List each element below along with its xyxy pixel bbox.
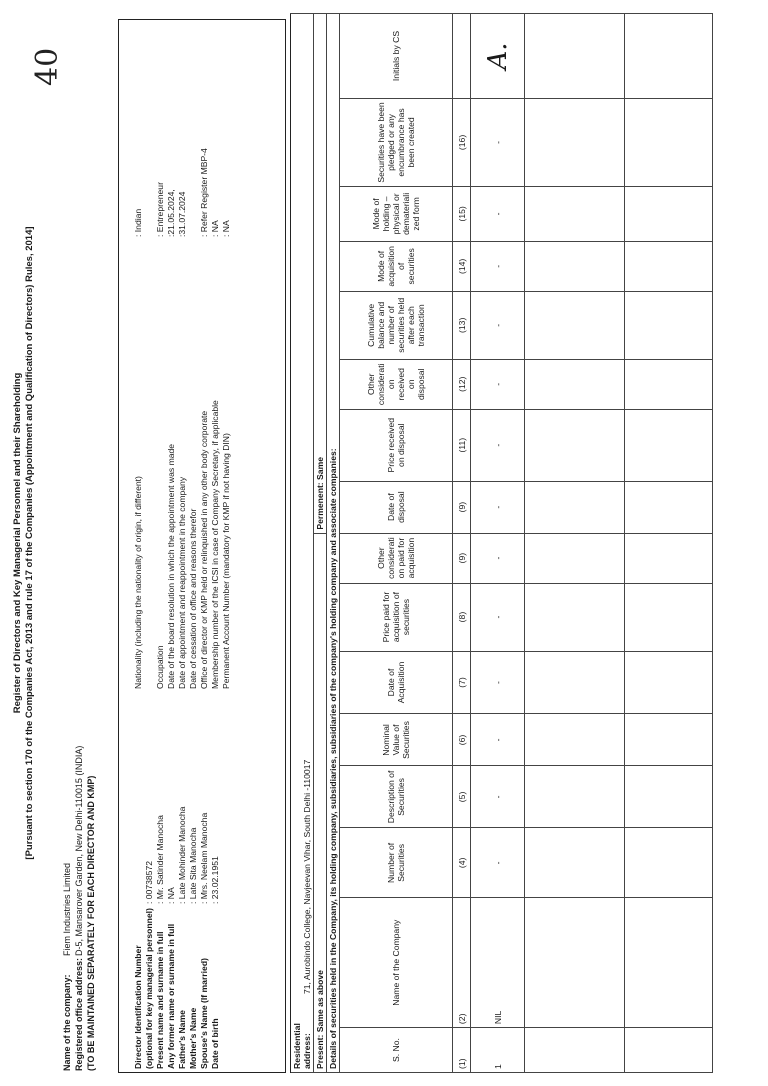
company-name-label: Name of the company: — [62, 974, 72, 1071]
empty-cell — [525, 359, 625, 409]
header-cell: Cumulative balance and number of securities held after each transaction — [340, 291, 453, 359]
details-heading-row — [327, 14, 340, 1073]
spouse-name-label: Spouse's Name (If married) — [199, 958, 209, 1069]
maintenance-note: (TO BE MAINTAINED SEPARATELY FOR EACH DIRECTOR AND KMP) — [86, 775, 96, 1071]
data-cell: - — [471, 651, 525, 714]
data-cell: - — [471, 481, 525, 533]
column-number-cell: (9) — [453, 533, 471, 583]
table-row — [525, 14, 625, 1073]
column-number-cell: (12) — [453, 359, 471, 409]
occupation-value: : Entrepreneur — [155, 182, 165, 237]
column-number-cell: (16) — [453, 98, 471, 186]
empty-cell — [625, 766, 713, 828]
company-name-line — [62, 863, 72, 1071]
header-cell: Description of Securities — [340, 766, 453, 828]
empty-cell — [525, 714, 625, 766]
securities-table — [290, 13, 713, 1073]
empty-cell — [625, 583, 713, 651]
column-number-cell: (14) — [453, 241, 471, 291]
header-cell: Date of Acquisition — [340, 651, 453, 714]
empty-cell — [525, 898, 625, 1028]
occupation-label: Occupation — [155, 645, 165, 689]
mother-name-label: Mother's Name — [188, 1007, 198, 1069]
residential-cell — [291, 14, 314, 1073]
register-subtitle: [Pursuant to section 170 of the Companies Act, 2013 and rule 17 of the Companies (Appointment and Qualification of Directors) Rules, 2014] — [24, 226, 35, 860]
data-cell: NIL — [471, 898, 525, 1028]
empty-cell — [625, 898, 713, 1028]
empty-cell — [525, 533, 625, 583]
data-cell: - — [471, 409, 525, 481]
nationality-value: : Indian — [133, 208, 143, 237]
residential-value: 71, Aurobindo College, Navjeevan Vihar, South Delhi -110017 — [302, 759, 312, 994]
register-title: Register of Directors and Key Managerial Personnel and their Shareholding — [12, 372, 23, 714]
other-office-value: : Refer Register MBP-4 — [199, 148, 209, 237]
appointment-date-value: :31.07.2024 — [177, 191, 187, 237]
present-address-cell: Present: Same as above — [314, 533, 327, 1072]
header-cell: Number of Securities — [340, 828, 453, 898]
empty-cell — [625, 14, 713, 99]
empty-cell — [625, 481, 713, 533]
appointment-date-label: Date of appointment and reappointment in the company — [177, 476, 187, 689]
column-number-cell: (11) — [453, 409, 471, 481]
table-header-row — [340, 14, 453, 1073]
empty-cell — [525, 291, 625, 359]
empty-cell — [625, 651, 713, 714]
header-cell: Price paid for acquisition of securities — [340, 583, 453, 651]
header-cell: S. No. — [340, 1028, 453, 1073]
former-name-label: Any former name or surname in full — [166, 923, 176, 1069]
cs-initials-signature: A. — [471, 14, 525, 99]
residential-row — [291, 14, 314, 1073]
column-number-cell: (13) — [453, 291, 471, 359]
column-number-cell: (2) — [453, 898, 471, 1028]
empty-cell — [525, 14, 625, 99]
empty-cell — [525, 186, 625, 241]
table-row — [625, 14, 713, 1073]
nationality-label: Nationality (including the nationality of origin, if different) — [133, 476, 143, 689]
empty-cell — [625, 1028, 713, 1073]
empty-cell — [525, 241, 625, 291]
empty-cell — [625, 359, 713, 409]
dob-value: : 23.02.1951 — [210, 856, 220, 904]
column-number-cell: (5) — [453, 766, 471, 828]
permanent-address-cell: Permenent: Same — [314, 14, 327, 534]
column-number-cell: (6) — [453, 714, 471, 766]
din-optional-label: (optional for key managerial personnel) — [144, 908, 154, 1069]
empty-cell — [525, 481, 625, 533]
header-cell: Securities have been pledged or any encumbrance has been created — [340, 98, 453, 186]
icsi-membership-value: : NA — [210, 220, 220, 237]
details-heading: Details of securities held in the Company, its holding company, subsidiaries, subsidiaries of the company's holding company and associate companies: — [327, 14, 340, 1073]
spouse-name-value: : Mrs. Neelam Manocha — [199, 812, 209, 904]
empty-cell — [625, 241, 713, 291]
empty-cell — [625, 98, 713, 186]
header-cell: Name of the Company — [340, 898, 453, 1028]
header-cell: Mode of holding – physical or demateriali zed form — [340, 186, 453, 241]
father-name-label: Father's Name — [177, 1010, 187, 1069]
table-row — [471, 14, 525, 1073]
empty-cell — [525, 766, 625, 828]
column-number-cell: (15) — [453, 186, 471, 241]
empty-cell — [625, 714, 713, 766]
data-cell: - — [471, 291, 525, 359]
column-number-cell: (4) — [453, 828, 471, 898]
data-cell: - — [471, 241, 525, 291]
company-name-value: Fiem Industries Limited — [62, 862, 72, 956]
data-cell: - — [471, 766, 525, 828]
mother-name-value: : Late Sita Manocha — [188, 827, 198, 904]
dob-label: Date of birth — [210, 1018, 220, 1069]
data-cell: - — [471, 583, 525, 651]
header-cell: Other considerati on received on disposal — [340, 359, 453, 409]
data-cell: - — [471, 359, 525, 409]
data-cell: - — [471, 714, 525, 766]
pan-label: Permanent Account Number (mandatory for KMP if not having DIN) — [221, 433, 231, 689]
data-cell: - — [471, 186, 525, 241]
empty-cell — [625, 828, 713, 898]
office-address-label: Registered office address: — [74, 957, 84, 1071]
column-number-cell — [453, 14, 471, 99]
empty-cell — [525, 651, 625, 714]
pan-value: : NA — [221, 220, 231, 237]
din-value: : 00738572 — [144, 860, 154, 904]
column-number-cell: (9) — [453, 481, 471, 533]
header-cell: Date of disposal — [340, 481, 453, 533]
empty-cell — [525, 1028, 625, 1073]
present-permanent-row — [314, 14, 327, 1073]
data-cell: - — [471, 533, 525, 583]
residential-label: Residential address: — [292, 1023, 312, 1069]
data-cell: 1 — [471, 1028, 525, 1073]
empty-cell — [625, 533, 713, 583]
column-number-cell: (7) — [453, 651, 471, 714]
present-name-value: : Mr. Satinder Manocha — [155, 815, 165, 904]
din-label: Director Identification Number — [133, 945, 143, 1069]
column-number-cell: (8) — [453, 583, 471, 651]
header-cell: Price received on disposal — [340, 409, 453, 481]
empty-cell — [625, 409, 713, 481]
data-cell: - — [471, 98, 525, 186]
empty-cell — [625, 291, 713, 359]
empty-cell — [525, 98, 625, 186]
board-resolution-label: Date of the board resolution in which the appointment was made — [166, 443, 176, 689]
header-cell: Other considerati on paid for acquisition — [340, 533, 453, 583]
column-number-row — [453, 14, 471, 1073]
office-address-value: D-5, Mansarover Garden, New Delhi-110015 (INDIA) — [74, 745, 84, 956]
former-name-value: : NA — [166, 887, 176, 904]
father-name-value: : Late Mohinder Manocha — [177, 806, 187, 904]
header-cell: Initials by CS — [340, 14, 453, 99]
empty-cell — [525, 828, 625, 898]
header-cell: Mode of acquisition of securities — [340, 241, 453, 291]
icsi-membership-label: Membership number of the ICSI in case of Company Secretary, if applicable — [210, 400, 220, 689]
office-address-line — [74, 746, 84, 1071]
cessation-label: Date of cessation of office and reasons therefor — [188, 508, 198, 689]
board-resolution-value: :21.05.2024, — [166, 189, 176, 237]
empty-cell — [525, 583, 625, 651]
page-number: 40 — [30, 47, 65, 86]
present-name-label: Present name and surname in full — [155, 931, 165, 1069]
column-number-cell: (1) — [453, 1028, 471, 1073]
director-info-box — [118, 19, 286, 1073]
other-office-label: Office of director or KMP held or relinquished in any other body corporate — [199, 410, 209, 689]
empty-cell — [525, 409, 625, 481]
data-cell: - — [471, 828, 525, 898]
header-cell: Nominal Value of Securities — [340, 714, 453, 766]
empty-cell — [625, 186, 713, 241]
